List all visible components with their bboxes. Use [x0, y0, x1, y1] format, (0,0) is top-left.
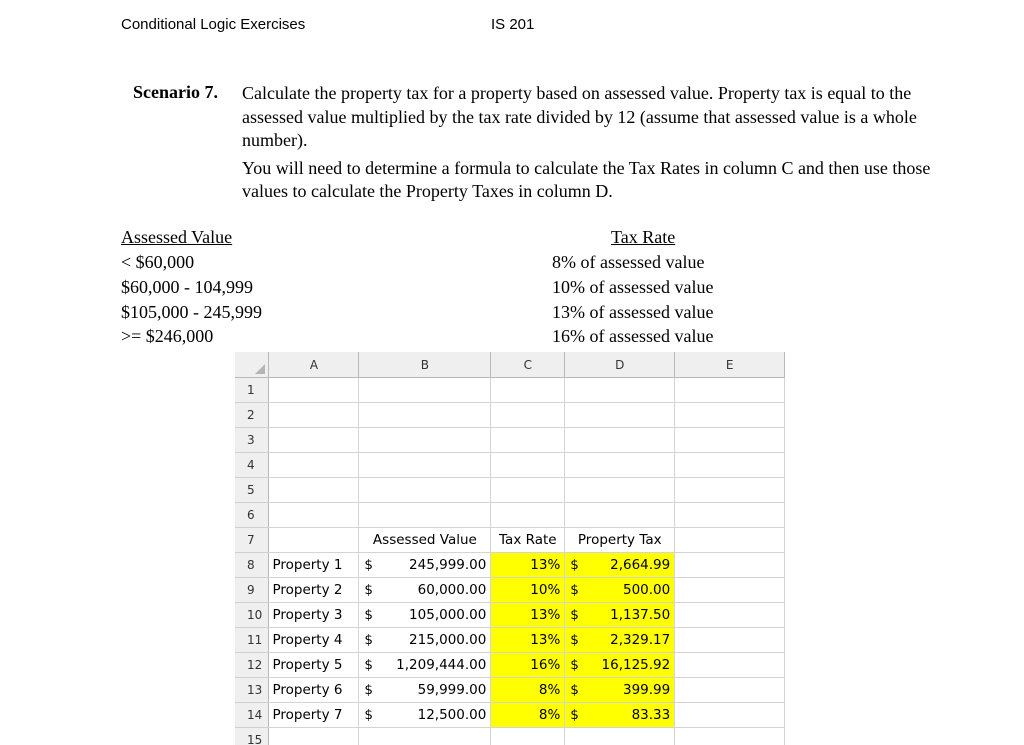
row-header[interactable]: 3	[235, 428, 269, 453]
cell[interactable]	[359, 378, 491, 403]
column-header-a[interactable]: A	[269, 352, 359, 378]
scenario-label: Scenario 7.	[133, 82, 218, 102]
row-header[interactable]: 13	[235, 678, 269, 703]
row-header[interactable]: 6	[235, 503, 269, 528]
cell[interactable]	[675, 503, 785, 528]
property-name-cell[interactable]: Property 2	[269, 578, 359, 603]
header-cell-assessed-value[interactable]: Assessed Value	[359, 528, 491, 553]
property-tax-value: 399.99	[622, 682, 671, 698]
row-header[interactable]: 5	[235, 478, 269, 503]
property-tax-value: 2,664.99	[610, 557, 671, 573]
currency-symbol: $	[570, 632, 579, 648]
header-cell-tax-rate[interactable]: Tax Rate	[491, 528, 565, 553]
currency-symbol: $	[364, 582, 374, 598]
cell[interactable]	[675, 678, 785, 703]
property-name-cell[interactable]: Property 5	[269, 653, 359, 678]
row-header[interactable]: 15	[235, 728, 269, 745]
property-name-cell[interactable]: Property 1	[269, 553, 359, 578]
property-tax-value: 83.33	[631, 707, 671, 723]
cell[interactable]	[565, 478, 675, 503]
assessed-range-3: $105,000 - 245,999	[121, 302, 262, 322]
cell[interactable]	[675, 378, 785, 403]
property-name-cell[interactable]: Property 3	[269, 603, 359, 628]
cell[interactable]	[359, 453, 491, 478]
cell[interactable]	[491, 428, 565, 453]
row-header[interactable]: 7	[235, 528, 269, 553]
currency-symbol: $	[364, 632, 374, 648]
cell[interactable]	[675, 453, 785, 478]
currency-symbol: $	[570, 707, 579, 723]
cell[interactable]	[269, 728, 359, 745]
currency-symbol: $	[570, 682, 579, 698]
row-header[interactable]: 8	[235, 553, 269, 578]
table-row	[235, 653, 785, 678]
scenario-description	[242, 82, 932, 204]
row-header[interactable]: 9	[235, 578, 269, 603]
cell[interactable]	[675, 603, 785, 628]
cell[interactable]	[675, 553, 785, 578]
table-row	[235, 603, 785, 628]
document-header-course: IS 201	[491, 16, 535, 33]
assessed-value: 59,999.00	[417, 682, 487, 698]
cell[interactable]	[491, 503, 565, 528]
select-all-corner[interactable]	[235, 352, 269, 378]
property-name-cell[interactable]: Property 4	[269, 628, 359, 653]
table-row	[235, 703, 785, 728]
currency-symbol: $	[364, 657, 374, 673]
cell[interactable]	[565, 378, 675, 403]
row-header[interactable]: 1	[235, 378, 269, 403]
cell[interactable]	[675, 428, 785, 453]
row-header[interactable]: 12	[235, 653, 269, 678]
property-tax-cell[interactable]	[565, 603, 675, 628]
cell[interactable]	[359, 503, 491, 528]
cell[interactable]	[675, 578, 785, 603]
tax-rate-cell[interactable]: 13%	[491, 553, 565, 578]
assessed-value-cell[interactable]	[359, 603, 491, 628]
property-tax-value: 1,137.50	[610, 607, 671, 623]
cell[interactable]	[269, 378, 359, 403]
assessed-value: 12,500.00	[417, 707, 487, 723]
assessed-range-1: < $60,000	[121, 252, 195, 272]
property-tax-cell[interactable]	[565, 653, 675, 678]
assessed-value: 1,209,444.00	[396, 657, 487, 673]
currency-symbol: $	[570, 657, 579, 673]
cell[interactable]	[359, 478, 491, 503]
cell[interactable]	[269, 503, 359, 528]
assessed-value: 215,000.00	[409, 632, 487, 648]
cell[interactable]	[269, 453, 359, 478]
property-name-cell[interactable]: Property 7	[269, 703, 359, 728]
header-cell-property-tax[interactable]: Property Tax	[565, 528, 675, 553]
row-header[interactable]: 10	[235, 603, 269, 628]
assessed-range-2: $60,000 - 104,999	[121, 277, 253, 297]
currency-symbol: $	[364, 557, 374, 573]
cell[interactable]	[359, 403, 491, 428]
assessed-value: 245,999.00	[409, 557, 487, 573]
property-tax-cell[interactable]	[565, 703, 675, 728]
cell[interactable]	[565, 503, 675, 528]
table-row	[235, 578, 785, 603]
tax-rate-2: 10% of assessed value	[552, 277, 714, 297]
tax-rate-4: 16% of assessed value	[552, 326, 714, 346]
tax-rate-3: 13% of assessed value	[552, 302, 714, 322]
currency-symbol: $	[364, 707, 374, 723]
cell[interactable]	[675, 628, 785, 653]
cell[interactable]	[675, 728, 785, 745]
cell[interactable]	[491, 728, 565, 745]
scenario-paragraph-1: Calculate the property tax for a property based on assessed value. Property tax is equal to the assessed value multiplied by the tax rate divided by 12 (assume that assessed value is a whole number).	[242, 83, 917, 150]
cell[interactable]	[565, 453, 675, 478]
assessed-value-cell[interactable]	[359, 703, 491, 728]
currency-symbol: $	[570, 557, 579, 573]
cell[interactable]	[491, 453, 565, 478]
cell[interactable]	[269, 528, 359, 553]
assessed-value-cell[interactable]	[359, 628, 491, 653]
tax-rate-cell[interactable]: 8%	[491, 703, 565, 728]
cell[interactable]	[675, 528, 785, 553]
column-header-e[interactable]: E	[675, 352, 785, 378]
row-header[interactable]: 2	[235, 403, 269, 428]
cell[interactable]	[491, 403, 565, 428]
scenario-paragraph-2: You will need to determine a formula to calculate the Tax Rates in column C and then use those values to calculate the Property Taxes in column D.	[242, 157, 931, 201]
assessed-value-cell[interactable]	[359, 653, 491, 678]
currency-symbol: $	[364, 607, 374, 623]
tax-rate-heading: Tax Rate	[611, 227, 676, 247]
table-row	[235, 678, 785, 703]
cell[interactable]	[491, 478, 565, 503]
currency-symbol: $	[364, 682, 374, 698]
tax-rate-cell[interactable]: 16%	[491, 653, 565, 678]
assessed-value-heading: Assessed Value	[121, 227, 233, 247]
spreadsheet-grid	[235, 352, 785, 745]
tax-rate-1: 8% of assessed value	[552, 252, 705, 272]
assessed-value-cell[interactable]	[359, 678, 491, 703]
cell[interactable]	[359, 428, 491, 453]
cell[interactable]	[359, 728, 491, 745]
table-row	[235, 553, 785, 578]
cell[interactable]	[269, 403, 359, 428]
tax-rate-cell[interactable]: 8%	[491, 678, 565, 703]
assessed-value: 60,000.00	[417, 582, 487, 598]
assessed-range-4: >= $246,000	[121, 326, 214, 346]
assessed-value-cell[interactable]	[359, 578, 491, 603]
spreadsheet	[235, 352, 785, 745]
property-tax-cell[interactable]	[565, 578, 675, 603]
assessed-value-cell[interactable]	[359, 553, 491, 578]
currency-symbol: $	[570, 582, 579, 598]
cell[interactable]	[565, 728, 675, 745]
property-name-cell[interactable]: Property 6	[269, 678, 359, 703]
row-header[interactable]: 11	[235, 628, 269, 653]
cell[interactable]	[491, 378, 565, 403]
column-header-c[interactable]: C	[491, 352, 565, 378]
property-tax-value: 16,125.92	[601, 657, 671, 673]
cell[interactable]	[565, 428, 675, 453]
cell[interactable]	[269, 478, 359, 503]
property-tax-cell[interactable]	[565, 678, 675, 703]
column-header-b[interactable]: B	[359, 352, 491, 378]
cell[interactable]	[675, 403, 785, 428]
cell[interactable]	[269, 428, 359, 453]
row-header[interactable]: 4	[235, 453, 269, 478]
table-row	[235, 628, 785, 653]
cell[interactable]	[675, 653, 785, 678]
column-header-d[interactable]: D	[565, 352, 675, 378]
property-tax-value: 2,329.17	[610, 632, 671, 648]
currency-symbol: $	[570, 607, 579, 623]
cell[interactable]	[675, 478, 785, 503]
property-tax-cell[interactable]	[565, 553, 675, 578]
tax-rate-cell[interactable]: 10%	[491, 578, 565, 603]
cell[interactable]	[565, 403, 675, 428]
assessed-value: 105,000.00	[409, 607, 487, 623]
property-tax-cell[interactable]	[565, 628, 675, 653]
cell[interactable]	[675, 703, 785, 728]
tax-rate-cell[interactable]: 13%	[491, 603, 565, 628]
tax-rate-cell[interactable]: 13%	[491, 628, 565, 653]
property-tax-value: 500.00	[622, 582, 671, 598]
document-header-title: Conditional Logic Exercises	[121, 16, 306, 33]
row-header[interactable]: 14	[235, 703, 269, 728]
